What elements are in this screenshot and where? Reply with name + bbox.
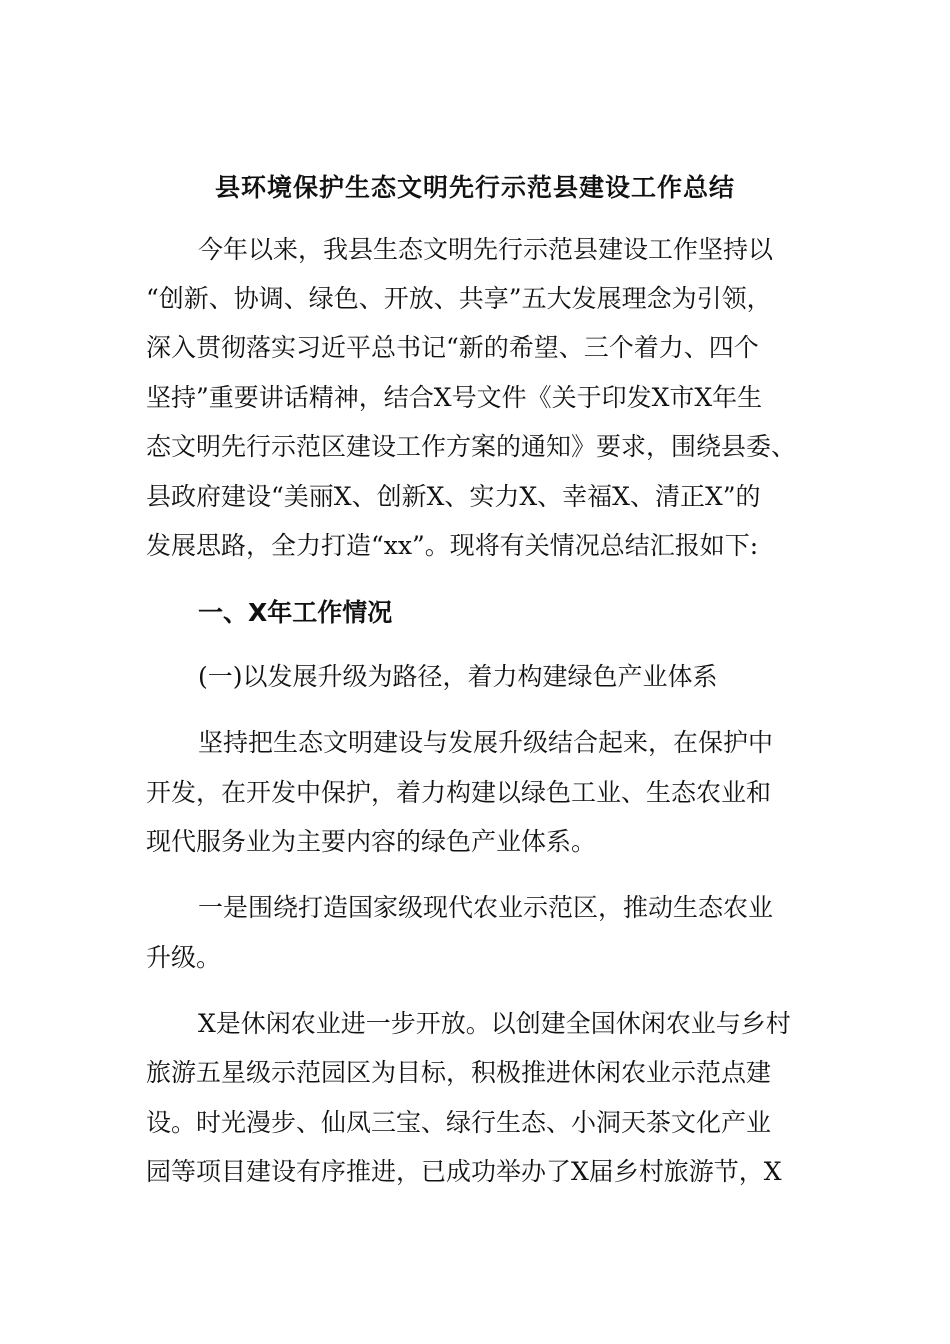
paragraph-line: 发展思路，全力打造“xx”。现将有关情况总结汇报如下:	[146, 531, 759, 560]
paragraph-line: 县政府建设“美丽X、创新X、实力X、幸福X、清正X”的	[146, 482, 761, 511]
paragraph-line: “创新、协调、绿色、开放、共享”五大发展理念为引领，	[146, 284, 772, 313]
paragraph-line: 设。时光漫步、仙凤三宝、绿行生态、小洞天茶文化产业	[146, 1108, 772, 1137]
paragraph-line: 态文明先行示范区建设工作方案的通知》要求，围绕县委、	[146, 432, 797, 461]
paragraph-line: 坚持”重要讲话精神，结合X号文件《关于印发X市X年生	[146, 383, 763, 412]
paragraph-line: 坚持把生态文明建设与发展升级结合起来，在保护中	[198, 728, 774, 757]
paragraph-line: X是休闲农业进一步开放。以创建全国休闲农业与乡村	[198, 1009, 791, 1038]
section-heading: 一、X年工作情况	[198, 598, 393, 627]
paragraph-line: 今年以来，我县生态文明先行示范县建设工作坚持以	[198, 235, 774, 264]
document-title: 县环境保护生态文明先行示范县建设工作总结	[214, 173, 735, 202]
paragraph-line: 一是围绕打造国家级现代农业示范区，推动生态农业	[198, 893, 774, 922]
paragraph-line: 旅游五星级示范园区为目标，积极推进休闲农业示范点建	[146, 1058, 772, 1087]
paragraph-line: 开发，在开发中保护，着力构建以绿色工业、生态农业和	[146, 778, 772, 807]
subsection-heading: (一)以发展升级为路径，着力构建绿色产业体系	[198, 662, 718, 691]
paragraph-line: 现代服务业为主要内容的绿色产业体系。	[146, 827, 597, 856]
paragraph-line: 园等项目建设有序推进，已成功举办了X届乡村旅游节，X	[146, 1157, 782, 1186]
paragraph-line: 升级。	[146, 943, 222, 972]
paragraph-line: 深入贯彻落实习近平总书记“新的希望、三个着力、四个	[146, 333, 759, 362]
